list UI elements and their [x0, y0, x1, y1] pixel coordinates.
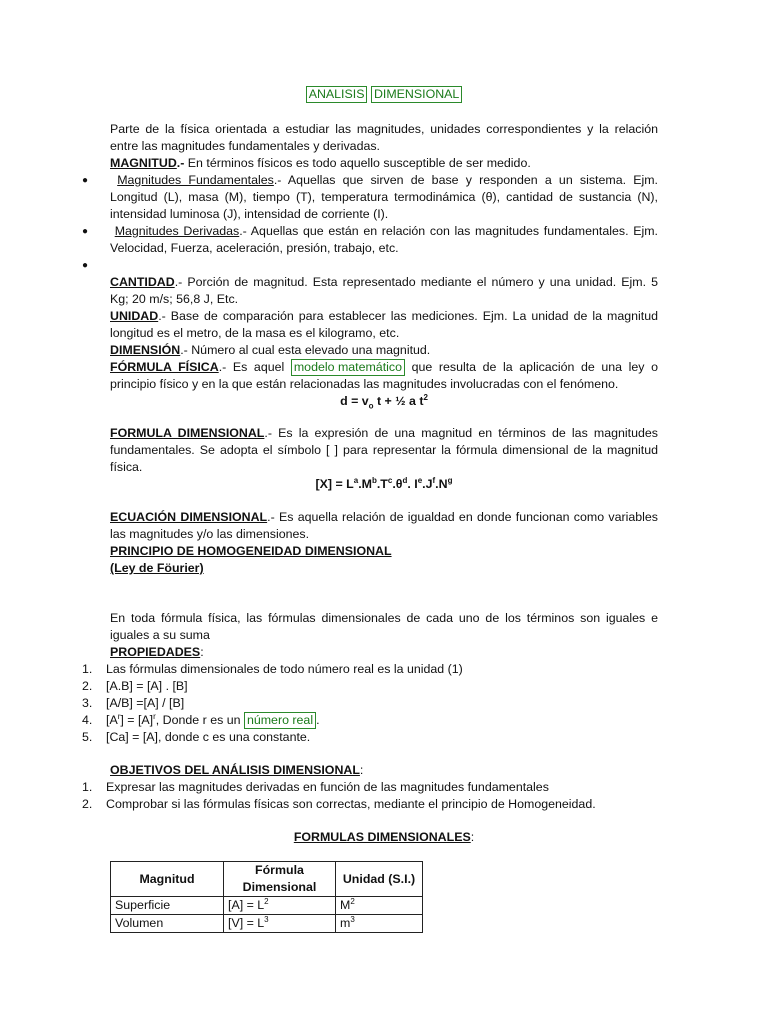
- list-number: 2.: [82, 797, 93, 811]
- dimension-term: DIMENSIÓN: [110, 343, 181, 357]
- list-item: [82, 695, 658, 712]
- magnitud-term: MAGNITUD: [110, 156, 177, 170]
- formula-fisica-paragraph: [110, 359, 658, 393]
- list-number: 2.: [82, 679, 93, 693]
- ecuacion-paragraph: [110, 509, 658, 543]
- list-item: [82, 678, 658, 695]
- formula-dim-term: FORMULA DIMENSIONAL: [110, 426, 265, 440]
- propiedades-heading: [110, 644, 658, 661]
- table-header-magnitud: Magnitud: [111, 862, 224, 897]
- principio-heading: PRINCIPIO DE HOMOGENEIDAD DIMENSIONAL: [110, 544, 392, 558]
- objetivos-heading-block: [110, 762, 658, 779]
- formula-fisica-post: que resulta de la aplicación de una ley o principio físico y en la que están relacionadas las magnitudes involucradas con el fenómeno.: [110, 360, 658, 391]
- table-row: [111, 915, 423, 933]
- list-number: 1.: [82, 780, 93, 794]
- list-text: Comprobar si las fórmulas físicas son correctas, mediante el principio de Homogeneidad.: [106, 797, 596, 811]
- list-item: [82, 729, 658, 746]
- magnitud-sep: .-: [176, 156, 185, 170]
- formula-fisica-term: FÓRMULA FÍSICA: [110, 360, 219, 374]
- objetivos-colon: :: [359, 763, 364, 777]
- formulas-dimensionales-heading: [0, 829, 768, 846]
- list-text: [A/B] =[A] / [B]: [106, 696, 185, 710]
- propiedades-colon: :: [200, 645, 204, 659]
- ley-heading: (Ley de Föurier): [110, 561, 204, 575]
- formula-fisica-pre: .- Es aquel: [218, 360, 291, 374]
- eq1-part-a: d = v: [340, 394, 369, 408]
- propiedades-term: PROPIEDADES: [110, 645, 201, 659]
- list-text: Las fórmulas dimensionales de todo número real es la unidad (1): [106, 662, 463, 676]
- table-cell-magnitud: Volumen: [111, 915, 224, 933]
- list-text: Expresar las magnitudes derivadas en función de las magnitudes fundamentales: [106, 780, 549, 794]
- section-formula-dimensional: [110, 425, 658, 493]
- list-number: 1.: [82, 662, 93, 676]
- cantidad-paragraph: [110, 274, 658, 308]
- objetivos-term: OBJETIVOS DEL ANÁLISIS DIMENSIONAL: [110, 763, 360, 777]
- list-text: [A.B] = [A] . [B]: [106, 679, 188, 693]
- document-title: [0, 86, 768, 103]
- formula-dim-paragraph: [110, 425, 658, 476]
- table-cell-formula: $[A] = L^2$: [224, 897, 336, 915]
- table-header-unidad: Unidad (S.I.): [336, 862, 423, 897]
- eq1-sub: o: [368, 401, 374, 411]
- bullet-term: Magnitudes Derivadas: [114, 224, 240, 238]
- section-definitions: [82, 121, 658, 411]
- bullet-text: .- Aquellas que sirven de base y responden a un sistema. Ejm. Longitud (L), masa (M), tiempo (T), temperatura termodinámica (θ), cantidad de sustancia (N), intensidad luminosa (J), intensidad de corriente (I).: [110, 173, 658, 221]
- section-ecuacion: [110, 509, 658, 577]
- bullet-dot-icon: ●: [82, 175, 89, 186]
- bullet-item-empty: [82, 257, 658, 274]
- formula-dim-text: .- Es la expresión de una magnitud en términos de las magnitudes fundamentales. Se adopta el símbolo [ ] para representar la fórmula dimensional de la magnitud física.: [110, 426, 658, 474]
- unidad-text: .- Base de comparación para establecer las mediciones. Ejm. La unidad de la magnitud longitud es el metro, de la masa es el kilogramo, etc.: [110, 309, 658, 340]
- objectives-list: [82, 779, 658, 813]
- table-header-formula: Fórmula Dimensional: [224, 862, 336, 897]
- table-cell-unidad: $M^2$: [336, 897, 423, 915]
- table-header-row: [111, 862, 423, 897]
- intro-paragraph: Parte de la física orientada a estudiar las magnitudes, unidades correspondientes y la relación entre las magnitudes fundamentales y derivadas.: [110, 122, 658, 153]
- title-word-2[interactable]: DIMENSIONAL: [371, 86, 462, 103]
- bullet-text: .- Aquellas que están en relación con las magnitudes fundamentales. Ejm. Velocidad, Fuerza, aceleración, presión, trabajo, etc.: [110, 224, 658, 255]
- list-text: [A: [106, 713, 118, 727]
- bullet-dot-icon: ●: [82, 226, 89, 237]
- numero-real-link[interactable]: número real: [244, 712, 316, 729]
- toda-formula-paragraph: En toda fórmula física, las fórmulas dimensionales de cada uno de los términos son iguales e iguales a su suma: [110, 611, 658, 642]
- unidad-paragraph: [110, 308, 658, 342]
- dimensional-table: [110, 861, 423, 933]
- bullet-term: Magnitudes Fundamentales: [117, 173, 274, 187]
- equation-motion: [110, 393, 658, 410]
- cantidad-text: .- Porción de magnitud. Esta representado mediante el número y una unidad. Ejm. 5 Kg; 20 m/s; 56,8 J, Etc.: [110, 275, 658, 306]
- properties-list: [82, 661, 658, 746]
- formulas-title-colon: :: [470, 830, 475, 844]
- title-word-1[interactable]: ANALISIS: [306, 86, 368, 103]
- ecuacion-term: ECUACIÓN DIMENSIONAL: [110, 510, 268, 524]
- ecuacion-text: .- Es aquella relación de igualdad en donde funcionan como variables las magnitudes y/o las dimensiones.: [110, 510, 658, 541]
- table-cell-formula: $[V] = L^3$: [224, 915, 336, 933]
- bullet-dot-icon: ●: [82, 260, 89, 271]
- list-item: [82, 796, 658, 813]
- magnitud-text: En términos físicos es todo aquello susceptible de ser medido.: [184, 156, 531, 170]
- table-row: [111, 897, 423, 915]
- modelo-matematico-link[interactable]: modelo matemático: [291, 359, 405, 376]
- objetivos-heading: [110, 762, 658, 779]
- list-number: 5.: [82, 730, 93, 744]
- list-number: 3.: [82, 696, 93, 710]
- magnitud-paragraph: [110, 155, 658, 172]
- dimension-paragraph: [110, 342, 658, 359]
- bullet-item: [82, 172, 658, 223]
- bullet-item: [82, 223, 658, 257]
- table-cell-magnitud: Superficie: [111, 897, 224, 915]
- dimension-text: .- Número al cual esta elevado una magnitud.: [180, 343, 431, 357]
- list-item: 4. $[A^r] = [A]^r$, Donde r es un número real .: [82, 711, 320, 727]
- eq1-sup: 2: [423, 392, 428, 402]
- formulas-title-term: FORMULAS DIMENSIONALES: [293, 830, 471, 844]
- cantidad-term: CANTIDAD: [110, 275, 175, 289]
- list-number: 4.: [82, 713, 93, 727]
- table-cell-unidad: $m^3$: [336, 915, 423, 933]
- list-text: [Ca] = [A], donde c es una constante.: [106, 730, 311, 744]
- eq1-part-b: t + ½ a t: [373, 394, 424, 408]
- equation-dimensional: $[X] = L^a.M^b.T^c.\theta^d$. $Ie.J^f.N^g$: [315, 475, 453, 491]
- unidad-term: UNIDAD: [110, 309, 159, 323]
- list-item: [82, 779, 658, 796]
- list-item: [82, 661, 658, 678]
- section-propiedades: [110, 610, 658, 661]
